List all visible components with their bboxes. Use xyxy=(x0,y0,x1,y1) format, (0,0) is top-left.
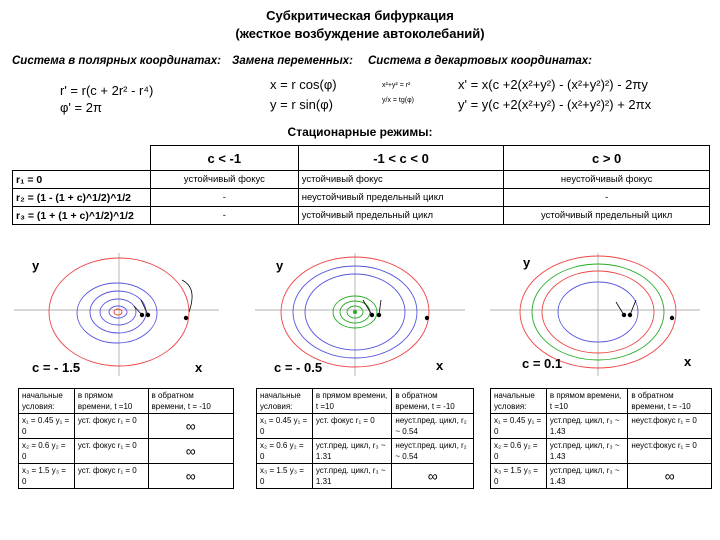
table-cell: неуст.пред. цикл, r₂ ~ 0.54 xyxy=(392,414,474,439)
eq-cart-x: x' = x(c +2(x²+y²) - (x²+y²)²) - 2πy xyxy=(458,77,648,92)
table-cell: уст. фокус r₁ = 0 xyxy=(74,439,148,464)
table-cell: x₃ = 1.5 y₃ = 0 xyxy=(491,464,547,489)
sim-table-1 xyxy=(18,388,234,489)
sim-table-2 xyxy=(256,388,474,489)
table-row xyxy=(257,439,474,464)
plot-1-y-label: y xyxy=(32,258,40,273)
page-title: Субкритическая бифуркация xyxy=(266,8,454,23)
table-cell: уст.пред. цикл, r₃ ~ 1.43 xyxy=(546,439,628,464)
table-cell: уст.пред. цикл, r₃ ~ 1.43 xyxy=(546,464,628,489)
table-cell: x₁ = 0.45 y₁ = 0 xyxy=(257,414,313,439)
table-cell: ∞ xyxy=(148,464,234,489)
eq-polar-phi: φ' = 2π xyxy=(60,100,102,115)
table-cell: уст.пред. цикл, r₃ ~ 1.31 xyxy=(312,439,392,464)
modes-col-2: -1 < c < 0 xyxy=(298,146,504,171)
table-cell: ∞ xyxy=(148,439,234,464)
modes-col-3: c > 0 xyxy=(504,146,710,171)
table-cell: в прямом времени, t =10 xyxy=(312,389,392,414)
table-cell: уст.пред. цикл, r₃ ~ 1.31 xyxy=(312,464,392,489)
table-cell: - xyxy=(504,189,710,207)
header-cartesian: Система в декартовых координатах: xyxy=(368,55,593,67)
table-cell: неустойчивый предельный цикл xyxy=(298,189,504,207)
header-polar: Система в полярных координатах: xyxy=(12,55,222,67)
table-row xyxy=(491,439,712,464)
sim-table-3 xyxy=(490,388,712,489)
row-label: r₃ = (1 + (1 + c)^1/2)^1/2 xyxy=(13,207,151,225)
plot-1-x-label: x xyxy=(195,360,203,375)
table-cell: в обратном времени, t = -10 xyxy=(628,389,712,414)
eq-cart-y: y' = y(c +2(x²+y²) - (x²+y²)²) + 2πx xyxy=(458,97,652,112)
table-row xyxy=(257,464,474,489)
table-cell: x₂ = 0.6 y₂ = 0 xyxy=(257,439,313,464)
table-cell: в прямом времени, t =10 xyxy=(74,389,148,414)
phase-plot-1 xyxy=(14,248,234,378)
table-cell: уст. фокус r₁ = 0 xyxy=(312,414,392,439)
eq-subst-tg: y/x = tg(φ) xyxy=(382,97,414,104)
eq-subst-x: x = r cos(φ) xyxy=(270,77,337,92)
row-label: r₁ = 0 xyxy=(13,171,151,189)
table-cell: неуст.фокус r₁ = 0 xyxy=(628,439,712,464)
modes-row-r1 xyxy=(13,171,710,189)
modes-table xyxy=(12,145,710,225)
table-cell: x₂ = 0.6 y₂ = 0 xyxy=(19,439,75,464)
plot-3-c-label: c = 0.1 xyxy=(522,356,563,371)
table-row xyxy=(19,464,234,489)
table-cell: устойчивый фокус xyxy=(298,171,504,189)
table-cell: устойчивый фокус xyxy=(150,171,298,189)
table-cell: x₂ = 0.6 y₂ = 0 xyxy=(491,439,547,464)
table-cell: неустойчивый фокус xyxy=(504,171,710,189)
table-cell: уст. фокус r₁ = 0 xyxy=(74,464,148,489)
table-row xyxy=(491,389,712,414)
table-cell: ∞ xyxy=(628,464,712,489)
modes-row-r2 xyxy=(13,189,710,207)
row-label: r₂ = (1 - (1 + c)^1/2)^1/2 xyxy=(13,189,151,207)
table-cell: в прямом времени, t =10 xyxy=(546,389,628,414)
table-cell: ∞ xyxy=(392,464,474,489)
table-cell: неуст.фокус r₁ = 0 xyxy=(628,414,712,439)
table-row xyxy=(19,389,234,414)
table-cell: - xyxy=(150,207,298,225)
page-subtitle: (жесткое возбуждение автоколебаний) xyxy=(235,26,485,41)
plot-3-y-label: y xyxy=(523,255,531,270)
table-row xyxy=(19,439,234,464)
table-row xyxy=(19,414,234,439)
table-cell: начальные условия: xyxy=(491,389,547,414)
plot-2-y-label: y xyxy=(276,258,284,273)
table-row xyxy=(491,464,712,489)
table-row xyxy=(257,414,474,439)
eq-polar-r: r' = r(c + 2r² - r⁴) xyxy=(60,83,154,98)
plot-1-c-label: c = - 1.5 xyxy=(32,360,81,375)
table-row xyxy=(491,414,712,439)
table-cell: в обратном времени, t = -10 xyxy=(148,389,234,414)
table-cell: устойчивый предельный цикл xyxy=(298,207,504,225)
modes-header-row xyxy=(13,146,710,171)
plot-2-c-label: c = - 0.5 xyxy=(274,360,323,375)
modes-row-r3 xyxy=(13,207,710,225)
eq-subst-r2: x²+y² = r² xyxy=(382,82,411,89)
table-cell: ∞ xyxy=(148,414,234,439)
table-cell: - xyxy=(150,189,298,207)
plot-3-x-label: x xyxy=(684,354,692,369)
table-cell: уст.пред. цикл, r₃ ~ 1.43 xyxy=(546,414,628,439)
table-cell: начальные условия: xyxy=(19,389,75,414)
stationary-title: Стационарные режимы: xyxy=(287,125,433,139)
table-cell: неуст.пред. цикл, r₂ ~ 0.54 xyxy=(392,439,474,464)
table-cell: x₁ = 0.45 y₁ = 0 xyxy=(19,414,75,439)
table-cell: в обратном времени, t = -10 xyxy=(392,389,474,414)
table-cell: x₃ = 1.5 y₃ = 0 xyxy=(257,464,313,489)
modes-col-1: c < -1 xyxy=(150,146,298,171)
table-row xyxy=(257,389,474,414)
table-cell: уст. фокус r₁ = 0 xyxy=(74,414,148,439)
eq-subst-y: y = r sin(φ) xyxy=(270,97,333,112)
table-cell: x₁ = 0.45 y₁ = 0 xyxy=(491,414,547,439)
table-cell: устойчивый предельный цикл xyxy=(504,207,710,225)
plot-2-x-label: x xyxy=(436,358,444,373)
table-cell: x₃ = 1.5 y₃ = 0 xyxy=(19,464,75,489)
table-cell: начальные условия: xyxy=(257,389,313,414)
header-substitution: Замена переменных: xyxy=(232,55,353,67)
